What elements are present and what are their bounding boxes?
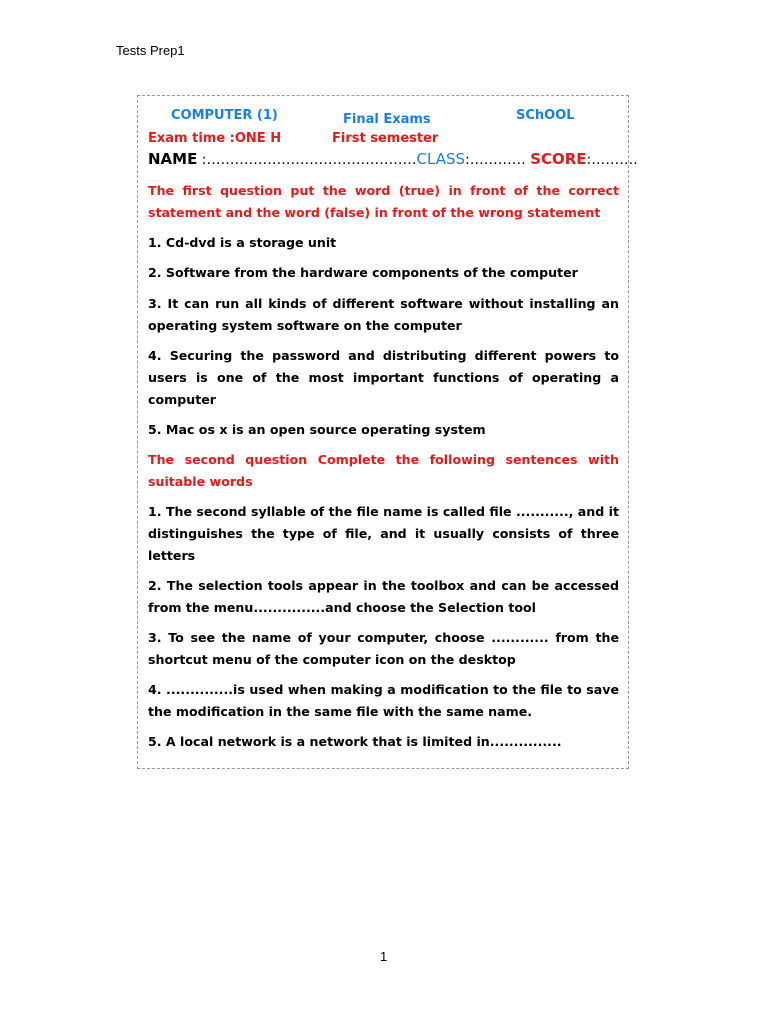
exam-time: Exam time :ONE H xyxy=(148,131,282,146)
question-2-prompt: The second question Complete the following sentences with suitable words xyxy=(148,452,619,489)
question-1-item: 2. Software from the hardware components of the computer xyxy=(148,265,578,280)
exam-title: Final Exams xyxy=(343,112,431,127)
question-2-item: 4. ..............is used when making a modification to the file to save the modification in the same file with the same name. xyxy=(148,682,619,719)
page-number: 1 xyxy=(380,949,388,964)
student-info-line xyxy=(148,150,638,168)
question-1-item: 1. Cd-dvd is a storage unit xyxy=(148,235,337,250)
class-blank: :………… xyxy=(465,152,531,168)
question-1-item: 4. Securing the password and distributing different powers to users is one of the most important functions of operating a computer xyxy=(148,348,619,407)
score-blank: :………. xyxy=(586,152,638,168)
question-1-prompt: The first question put the word (true) in front of the correct statement and the word (false) in front of the wrong statement xyxy=(148,183,619,220)
question-2-item: 3. To see the name of your computer, choose ............ from the shortcut menu of the computer icon on the desktop xyxy=(148,630,619,667)
question-1-item: 3. It can run all kinds of different software without installing an operating system software on the computer xyxy=(148,296,619,333)
score-label: SCORE xyxy=(530,150,587,168)
question-2-item: 1. The second syllable of the file name is called file ..........., and it distinguishes the type of file, and it usually consists of three letters xyxy=(148,504,619,563)
subject-title: COMPUTER (1) xyxy=(171,108,278,123)
name-blank: :……………………………………… xyxy=(197,152,417,168)
semester-label: First semester xyxy=(332,131,439,146)
question-2-item: 5. A local network is a network that is limited in............... xyxy=(148,734,562,749)
running-header: Tests Prep1 xyxy=(116,43,185,58)
question-1-item: 5. Mac os x is an open source operating system xyxy=(148,422,486,437)
name-label: NAME xyxy=(148,150,198,168)
class-label: CLASS xyxy=(416,150,465,168)
question-2-item: 2. The selection tools appear in the toolbox and can be accessed from the menu...............and choose the Selection tool xyxy=(148,578,619,615)
school-label: SChOOL xyxy=(516,108,575,123)
